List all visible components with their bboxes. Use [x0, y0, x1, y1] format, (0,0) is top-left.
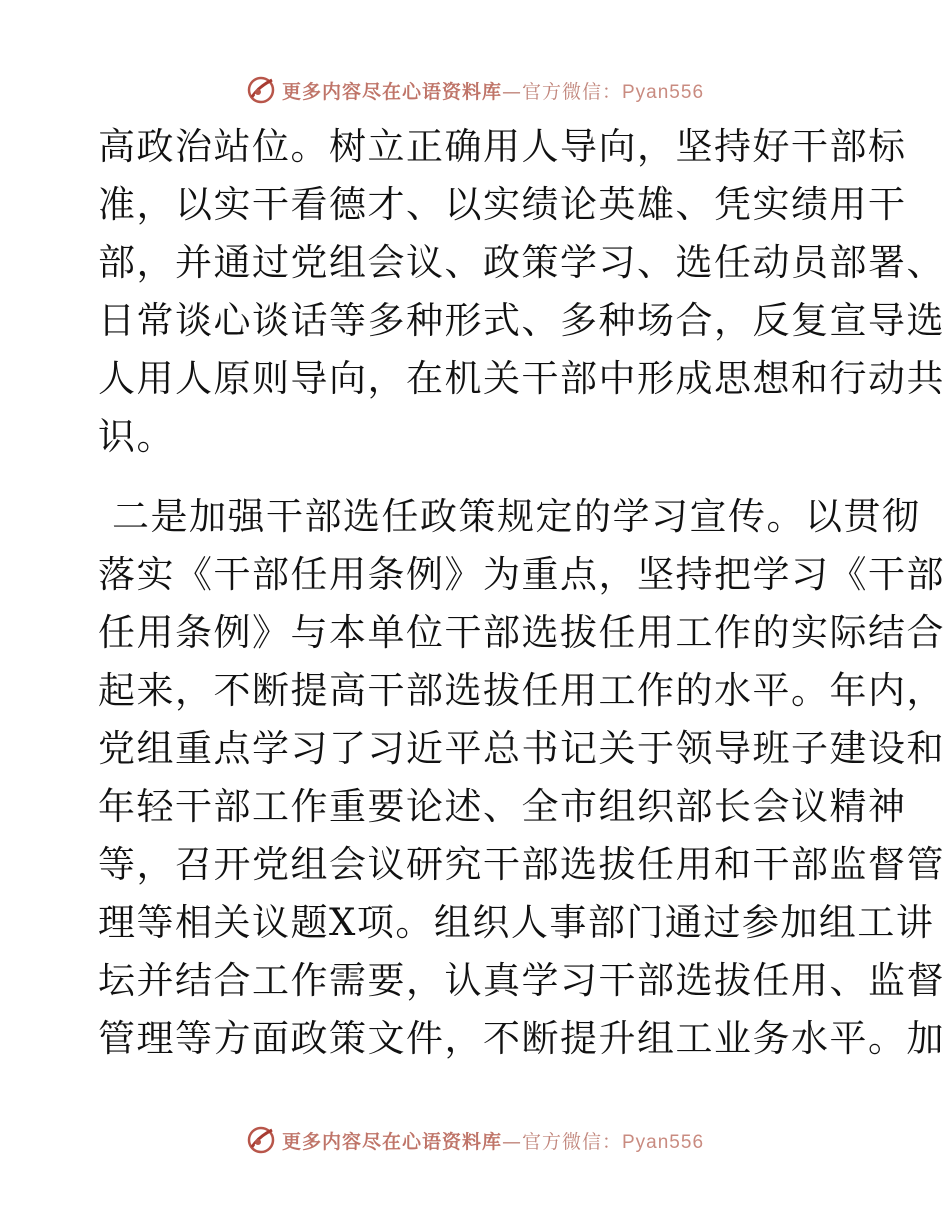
text-line: 二是加强干部选任政策规定的学习宣传。以贯彻: [112, 495, 921, 538]
watermark-site: 更多内容尽在心语资料库: [281, 80, 502, 103]
text-line: 等，召开党组会议研究干部选拔任用和干部监督管: [98, 843, 945, 886]
paragraph-gap: [98, 466, 858, 488]
footer-watermark: [0, 1120, 950, 1160]
document-body: [98, 118, 945, 1068]
book-pen-logo-icon: [246, 1125, 276, 1155]
text-line: 任用条例》与本单位干部选拔任用工作的实际结合: [98, 611, 945, 654]
text-line: 日常谈心谈话等多种形式、多种场合，反复宣导选: [98, 299, 945, 342]
text-line: 人用人原则导向，在机关干部中形成思想和行动共: [98, 357, 945, 400]
text-line: 高政治站位。树立正确用人导向，坚持好干部标: [98, 125, 907, 168]
text-line: 党组重点学习了习近平总书记关于领导班子建设和: [98, 727, 945, 770]
text-line: 年轻干部工作重要论述、全市组织部长会议精神: [98, 785, 907, 828]
watermark-label: 官方微信：: [521, 1130, 622, 1153]
watermark-account: Pyan556: [622, 81, 705, 103]
paragraph-2: [98, 488, 945, 1068]
text-line: 落实《干部任用条例》为重点，坚持把学习《干部: [98, 553, 945, 596]
watermark-text: [282, 77, 704, 104]
book-pen-logo-icon: [246, 75, 276, 105]
text-line: 坛并结合工作需要，认真学习干部选拔任用、监督: [98, 959, 945, 1002]
watermark-label: 官方微信：: [521, 80, 622, 103]
text-line: 部，并通过党组会议、政策学习、选任动员部署、: [98, 241, 945, 284]
watermark-dash: —: [501, 1130, 522, 1153]
text-line: 准，以实干看德才、以实绩论英雄、凭实绩用干: [98, 183, 907, 226]
watermark-dash: —: [501, 80, 522, 103]
header-watermark: [0, 70, 950, 110]
watermark-account: Pyan556: [622, 1131, 705, 1153]
text-line: 识。: [98, 415, 175, 458]
text-line: 理等相关议题X项。组织人事部门通过参加组工讲: [98, 901, 935, 944]
watermark-site: 更多内容尽在心语资料库: [281, 1130, 502, 1153]
paragraph-1: [98, 118, 945, 466]
text-line: 起来，不断提高干部选拔任用工作的水平。年内，: [98, 669, 945, 712]
watermark-text: [282, 1127, 704, 1154]
text-line: 管理等方面政策文件，不断提升组工业务水平。加: [98, 1017, 945, 1060]
